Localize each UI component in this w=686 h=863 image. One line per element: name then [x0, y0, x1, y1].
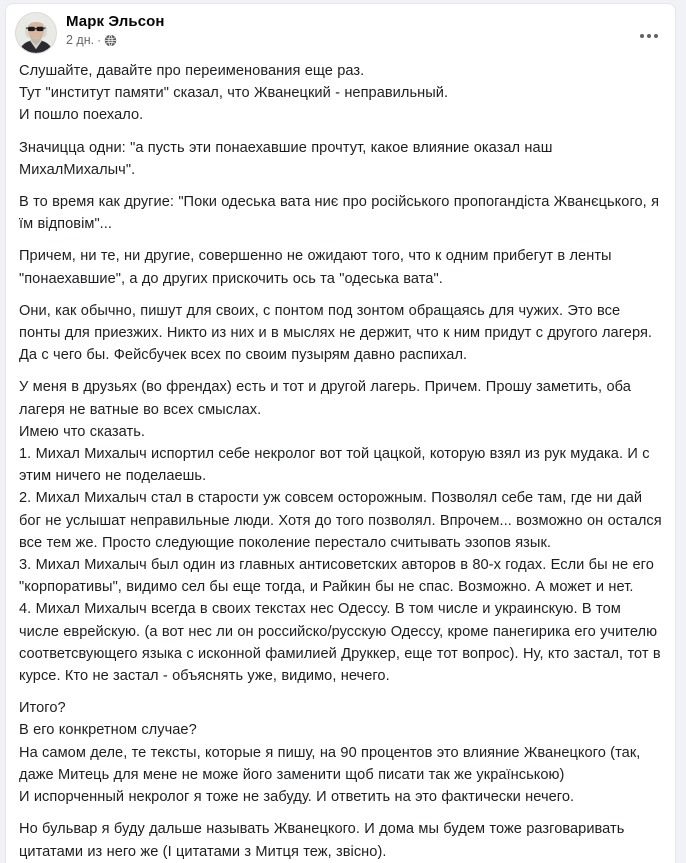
author-name[interactable]: Марк Эльсон — [66, 13, 165, 30]
avatar[interactable] — [15, 12, 57, 54]
post-line: В его конкретном случае? — [19, 722, 197, 739]
post-paragraph — [19, 376, 662, 687]
ellipsis-dot — [647, 34, 651, 38]
post-paragraph — [19, 818, 662, 862]
post-author-block — [66, 12, 165, 47]
post-body — [6, 56, 675, 863]
post-line: Тут "институт памяти" сказал, что Жванецкий - неправильный. — [19, 85, 449, 102]
post-card — [5, 3, 676, 863]
post-line: На самом деле, те тексты, которые я пишу, на 90 процентов это влияние Жванецкого (так, даже Митець для мене не може його заменити щоб писати так же українською) — [19, 744, 641, 783]
post-line: Итого? — [19, 700, 66, 717]
post-meta — [66, 33, 165, 47]
post-line: В то время как другие: "Поки одеська вата ниє про російського пропогандіста Жванєцького, я їм відповім"... — [19, 194, 660, 233]
post-list-item: 2. Михал Михалыч стал в старости уж совсем осторожным. Позволял себе там, где ни дай бог не услышат неправильные люди. Хотя до того позволял. Впрочем... возможно он остался все тем же. Просто следующие поколение перестало считывать эзопов язык. — [19, 490, 662, 551]
post-line: Слушайте, давайте про переименования еще раз. — [19, 63, 365, 79]
globe-icon[interactable] — [104, 34, 117, 47]
post-paragraph — [19, 697, 662, 808]
post-line: У меня в друзьях (во френдах) есть и тот и другой лагерь. Причем. Прошу заметить, оба лагеря не ватные во всех смыслах. — [19, 379, 631, 418]
post-paragraph — [19, 191, 662, 235]
ellipsis-dot — [640, 34, 644, 38]
post-line: Они, как обычно, пишут для своих, с понтом под зонтом обращаясь для чужих. Это все понты для приезжих. Никто из них и в мыслях не держит, что к ним придут с другого лагеря. Да с чего бы. Фейсбучек всех по своим пузырям давно распихал. — [19, 302, 653, 364]
post-paragraph — [19, 137, 662, 181]
post-line: И пошло поехало. — [19, 107, 144, 124]
post-line: И испорченный некролог я тоже не забуду. И ответить на это фактически нечего. — [19, 789, 575, 806]
post-line: Причем, ни те, ни другие, совершенно не ожидают того, что к одним прибегут в ленты "понаехавшие", а до других прискочить ось та "одеська вата". — [19, 248, 612, 287]
post-paragraph — [19, 245, 662, 289]
meta-separator: · — [97, 33, 102, 47]
user-avatar-icon — [16, 13, 56, 53]
post-paragraph — [19, 60, 662, 127]
post-timestamp[interactable]: 2 дн. — [66, 33, 95, 47]
ellipsis-dot — [654, 34, 658, 38]
post-list-item: 3. Михал Михалыч был один из главных антисоветских авторов в 80-х годах. Если бы не его "корпоративы", видимо сел бы еще тогда, и Райкин бы не спас. Возможно. А может и нет. — [19, 557, 654, 596]
post-line: Но бульвар я буду дальше называть Жванецкого. И дома мы будем тоже разговаривать цитатами из него же (І цитатами з Митця теж, звісно). — [19, 821, 625, 860]
post-line: Имею что сказать. — [19, 423, 145, 440]
post-list-item: 4. Михал Михалыч всегда в своих текстах нес Одессу. В том числе и украинскую. В том числе еврейскую. (а вот нес ли он российско/русскую Одессу, кроме панегирика его учителю соответсвующего языка с исконной фамилией Друккер, еще тот вопрос). Ну, кто застал, тот в курсе. Кто не застал - объяснять уже, видимо, нечего. — [19, 601, 661, 685]
post-line: Значицца одни: "а пусть эти понаехавшие прочтут, какое влияние оказал наш МихалМихалыч". — [19, 139, 553, 178]
post-options-button[interactable] — [635, 26, 663, 46]
post-list-item: 1. Михал Михалыч испортил себе некролог вот той цацкой, которую взял из рук мудака. И с этим ничего не поделаешь. — [19, 446, 650, 485]
post-paragraph — [19, 300, 662, 367]
post-header — [6, 4, 675, 56]
